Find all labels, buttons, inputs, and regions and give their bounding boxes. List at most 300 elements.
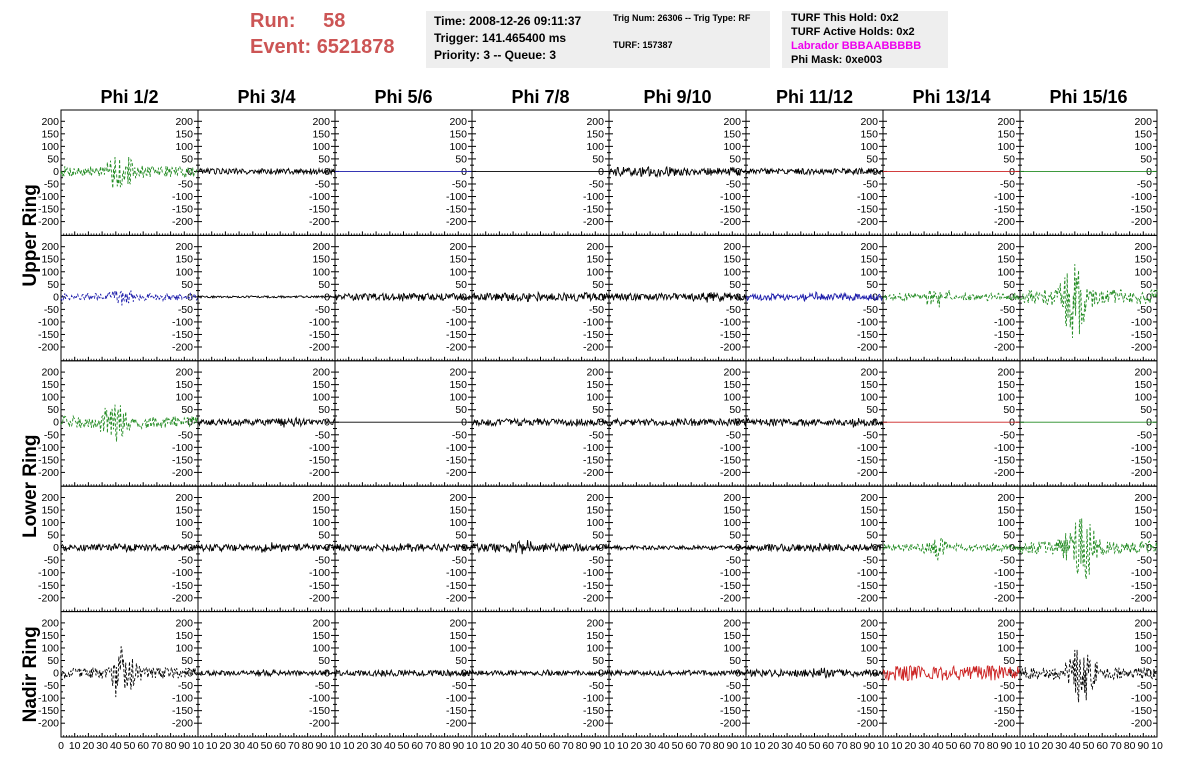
- y-tick-label: 200: [41, 241, 59, 254]
- y-tick-label: 200: [723, 115, 741, 128]
- y-tick-label: 150: [723, 629, 741, 642]
- y-tick-label: -50: [1136, 680, 1152, 693]
- y-tick-label: 0: [461, 291, 467, 304]
- x-tick-label: 10: [877, 740, 889, 752]
- y-tick-label: 200: [860, 491, 878, 504]
- y-tick-label: -150: [445, 328, 467, 341]
- x-tick-label: 50: [260, 740, 273, 752]
- y-tick-label: 200: [1134, 241, 1152, 254]
- x-tick-label: 50: [808, 740, 821, 752]
- waveform-trace: [746, 418, 883, 427]
- y-tick-label: 150: [449, 253, 467, 266]
- y-tick-label: 200: [175, 491, 193, 504]
- y-tick-label: 100: [723, 266, 741, 279]
- x-tick-label: 90: [589, 740, 602, 752]
- y-tick-label: -200: [171, 717, 193, 730]
- x-tick-label: 50: [123, 740, 136, 752]
- y-tick-label: -200: [1130, 466, 1152, 479]
- y-tick-label: 100: [449, 266, 467, 279]
- y-tick-label: -200: [719, 216, 741, 229]
- y-tick-label: 150: [312, 253, 330, 266]
- x-tick-label: 20: [493, 740, 506, 752]
- y-tick-label: 50: [455, 655, 467, 668]
- y-tick-label: -150: [445, 203, 467, 216]
- y-tick-label: -150: [308, 203, 330, 216]
- y-tick-label: -150: [856, 203, 878, 216]
- y-tick-label: 0: [461, 165, 467, 178]
- y-tick-label: 200: [997, 617, 1015, 630]
- y-tick-label: -50: [177, 303, 193, 316]
- y-tick-label: 150: [175, 128, 193, 141]
- y-tick-label: 0: [872, 542, 878, 555]
- y-tick-label: -150: [171, 705, 193, 718]
- y-tick-label: 150: [586, 629, 604, 642]
- y-tick-label: 100: [449, 140, 467, 153]
- y-tick-label: 100: [41, 517, 59, 530]
- x-tick-label: 20: [630, 740, 643, 752]
- x-tick-label: 40: [383, 740, 396, 752]
- x-tick-label: 30: [781, 740, 793, 752]
- y-tick-label: 200: [723, 491, 741, 504]
- ring-label: Nadir Ring: [20, 626, 41, 723]
- y-tick-label: -100: [308, 191, 330, 204]
- y-tick-label: 100: [723, 391, 741, 404]
- y-tick-label: -150: [37, 328, 59, 341]
- waveform-trace: [746, 542, 883, 555]
- x-tick-label: 20: [82, 740, 95, 752]
- y-tick-label: 0: [872, 667, 878, 680]
- y-tick-label: 100: [997, 266, 1015, 279]
- y-tick-label: -100: [582, 692, 604, 705]
- y-tick-label: -200: [993, 216, 1015, 229]
- x-tick-label: 10: [1027, 740, 1040, 752]
- x-tick-label: 90: [1137, 740, 1150, 752]
- y-tick-label: 50: [318, 278, 330, 291]
- x-tick-label: 30: [96, 740, 108, 752]
- y-tick-label: -150: [993, 579, 1015, 592]
- x-tick-label: 20: [356, 740, 369, 752]
- x-tick-label: 30: [644, 740, 656, 752]
- y-tick-label: -150: [856, 705, 878, 718]
- y-tick-label: -200: [993, 717, 1015, 730]
- y-tick-label: 100: [1134, 140, 1152, 153]
- x-tick-label: 70: [562, 740, 574, 752]
- y-tick-label: 0: [324, 416, 330, 429]
- y-tick-label: 50: [729, 655, 741, 668]
- x-tick-label: 90: [178, 740, 191, 752]
- y-tick-label: 200: [41, 366, 59, 379]
- y-tick-label: 150: [312, 629, 330, 642]
- y-tick-label: -50: [588, 303, 604, 316]
- waveform-trace: [472, 291, 609, 304]
- x-tick-label: 10: [1151, 740, 1163, 752]
- y-tick-label: 150: [312, 128, 330, 141]
- y-tick-label: 200: [312, 115, 330, 128]
- y-tick-label: -50: [314, 680, 330, 693]
- run-label: Run:: [250, 10, 296, 32]
- y-tick-label: -200: [856, 341, 878, 354]
- x-tick-label: 50: [671, 740, 684, 752]
- x-tick-label: 30: [370, 740, 382, 752]
- y-tick-label: -150: [308, 328, 330, 341]
- y-tick-label: 0: [1146, 542, 1152, 555]
- y-tick-label: -100: [993, 191, 1015, 204]
- x-tick-label: 40: [109, 740, 122, 752]
- y-tick-label: 50: [729, 278, 741, 291]
- y-tick-label: -50: [1136, 554, 1152, 567]
- x-tick-label: 90: [1000, 740, 1013, 752]
- y-tick-label: 100: [175, 266, 193, 279]
- y-tick-label: -50: [588, 680, 604, 693]
- y-tick-label: -200: [37, 466, 59, 479]
- y-tick-label: -100: [993, 567, 1015, 580]
- y-tick-label: 0: [735, 291, 741, 304]
- y-tick-label: 150: [860, 253, 878, 266]
- y-tick-label: 200: [41, 617, 59, 630]
- waveform-trace: [609, 167, 746, 177]
- y-tick-label: 200: [41, 115, 59, 128]
- y-tick-label: 0: [324, 165, 330, 178]
- y-tick-label: -100: [37, 692, 59, 705]
- y-tick-label: -200: [308, 592, 330, 605]
- y-tick-label: -200: [445, 717, 467, 730]
- y-tick-label: -200: [856, 466, 878, 479]
- y-tick-label: -200: [1130, 717, 1152, 730]
- y-tick-label: -150: [993, 705, 1015, 718]
- y-tick-label: 50: [592, 404, 604, 417]
- y-tick-label: 50: [866, 278, 878, 291]
- y-tick-label: 150: [586, 128, 604, 141]
- y-tick-label: 100: [586, 517, 604, 530]
- y-tick-label: 0: [324, 667, 330, 680]
- y-tick-label: -150: [445, 705, 467, 718]
- y-tick-label: 100: [997, 642, 1015, 655]
- y-tick-label: -100: [582, 316, 604, 329]
- y-tick-label: 50: [47, 529, 59, 542]
- y-tick-label: -100: [1130, 191, 1152, 204]
- y-tick-label: 0: [53, 291, 59, 304]
- y-tick-label: 0: [1146, 291, 1152, 304]
- y-tick-label: 200: [586, 115, 604, 128]
- y-tick-label: 150: [997, 629, 1015, 642]
- y-tick-label: 150: [860, 128, 878, 141]
- y-tick-label: 50: [47, 153, 59, 166]
- y-tick-label: 50: [729, 529, 741, 542]
- waveform-trace: [883, 666, 1020, 681]
- y-tick-label: -150: [856, 579, 878, 592]
- y-tick-label: -100: [1130, 316, 1152, 329]
- y-tick-label: 100: [1134, 642, 1152, 655]
- labrador-text: Labrador BBBAABBBBB: [791, 40, 922, 52]
- y-tick-label: -150: [37, 203, 59, 216]
- waveform-trace: [472, 540, 609, 554]
- y-tick-label: 0: [53, 416, 59, 429]
- y-tick-label: -100: [582, 191, 604, 204]
- y-tick-label: -50: [999, 680, 1015, 693]
- x-tick-label: 80: [575, 740, 588, 752]
- y-tick-label: -100: [308, 567, 330, 580]
- y-tick-label: 150: [175, 379, 193, 392]
- y-tick-label: -50: [177, 680, 193, 693]
- y-tick-label: 0: [598, 416, 604, 429]
- y-tick-label: 50: [592, 153, 604, 166]
- y-tick-label: -200: [582, 216, 604, 229]
- x-tick-label: 20: [1041, 740, 1054, 752]
- y-tick-label: -50: [43, 303, 59, 316]
- y-tick-label: 100: [41, 391, 59, 404]
- waveform-trace: [198, 542, 335, 555]
- y-tick-label: 150: [1134, 128, 1152, 141]
- y-tick-label: 50: [592, 655, 604, 668]
- y-tick-label: -150: [1130, 705, 1152, 718]
- x-tick-label: 50: [945, 740, 958, 752]
- x-tick-label: 10: [479, 740, 492, 752]
- y-tick-label: 200: [449, 366, 467, 379]
- y-tick-label: 50: [181, 153, 193, 166]
- y-tick-label: -200: [171, 216, 193, 229]
- y-tick-label: 150: [997, 379, 1015, 392]
- y-tick-label: -100: [308, 316, 330, 329]
- x-tick-label: 10: [466, 740, 478, 752]
- y-tick-label: -100: [1130, 692, 1152, 705]
- waveform-trace: [746, 668, 883, 679]
- y-tick-label: -150: [582, 328, 604, 341]
- y-tick-label: -50: [725, 429, 741, 442]
- y-tick-label: 100: [860, 266, 878, 279]
- y-tick-label: -50: [177, 429, 193, 442]
- priority-text: Priority: 3 -- Queue: 3: [434, 48, 557, 62]
- x-tick-label: 10: [192, 740, 204, 752]
- y-tick-label: -200: [582, 341, 604, 354]
- y-tick-label: -150: [445, 579, 467, 592]
- y-tick-label: 0: [1009, 542, 1015, 555]
- y-tick-label: -150: [582, 203, 604, 216]
- column-header: Phi 3/4: [237, 87, 296, 107]
- y-tick-label: -200: [1130, 341, 1152, 354]
- y-tick-label: -150: [1130, 328, 1152, 341]
- trig-num-text: Trig Num: 26306 -- Trig Type: RF: [613, 13, 751, 23]
- x-tick-label: 80: [1123, 740, 1136, 752]
- y-tick-label: 100: [860, 642, 878, 655]
- y-tick-label: 50: [318, 404, 330, 417]
- y-tick-label: 150: [312, 379, 330, 392]
- y-tick-label: 150: [860, 629, 878, 642]
- y-tick-label: -150: [582, 705, 604, 718]
- y-tick-label: 50: [318, 655, 330, 668]
- y-tick-label: 0: [187, 291, 193, 304]
- waveform-trace: [746, 169, 883, 175]
- y-tick-label: 50: [181, 278, 193, 291]
- y-tick-label: 0: [1009, 165, 1015, 178]
- y-tick-label: -200: [993, 341, 1015, 354]
- x-tick-label: 10: [603, 740, 615, 752]
- y-tick-label: 100: [997, 517, 1015, 530]
- y-tick-label: -150: [308, 705, 330, 718]
- y-tick-label: -100: [37, 191, 59, 204]
- event-value: 6521878: [316, 36, 395, 58]
- x-tick-label: 40: [931, 740, 944, 752]
- x-tick-label: 40: [520, 740, 533, 752]
- y-tick-label: 200: [860, 617, 878, 630]
- x-tick-label: 10: [205, 740, 218, 752]
- y-tick-label: 100: [997, 391, 1015, 404]
- y-tick-label: -100: [993, 692, 1015, 705]
- y-tick-label: 0: [324, 542, 330, 555]
- y-tick-label: 0: [735, 542, 741, 555]
- y-tick-label: 150: [1134, 379, 1152, 392]
- x-tick-label: 40: [657, 740, 670, 752]
- y-tick-label: -50: [177, 554, 193, 567]
- y-tick-label: 0: [1009, 291, 1015, 304]
- y-tick-label: 0: [872, 165, 878, 178]
- column-header: Phi 13/14: [912, 87, 991, 107]
- y-tick-label: -200: [171, 592, 193, 605]
- y-tick-label: 150: [723, 253, 741, 266]
- y-tick-label: 100: [449, 517, 467, 530]
- y-tick-label: -50: [862, 429, 878, 442]
- y-tick-label: 150: [860, 379, 878, 392]
- y-tick-label: -50: [999, 429, 1015, 442]
- y-tick-label: 150: [449, 379, 467, 392]
- y-tick-label: -50: [862, 178, 878, 191]
- turf-text: TURF: 157387: [613, 40, 673, 50]
- y-tick-label: 200: [586, 241, 604, 254]
- y-tick-label: 100: [312, 642, 330, 655]
- y-tick-label: 100: [586, 266, 604, 279]
- y-tick-label: -200: [1130, 216, 1152, 229]
- y-tick-label: 0: [872, 416, 878, 429]
- y-tick-label: 0: [187, 416, 193, 429]
- y-tick-label: 100: [997, 140, 1015, 153]
- waveform-trace: [198, 670, 335, 677]
- y-tick-label: 100: [41, 642, 59, 655]
- y-tick-label: 0: [187, 542, 193, 555]
- x-tick-label: 50: [1082, 740, 1095, 752]
- waveform-trace: [609, 292, 746, 302]
- y-tick-label: 100: [175, 140, 193, 153]
- y-tick-label: 100: [449, 642, 467, 655]
- y-tick-label: -100: [719, 316, 741, 329]
- x-tick-label: 70: [425, 740, 437, 752]
- y-tick-label: 0: [187, 165, 193, 178]
- y-tick-label: 150: [1134, 253, 1152, 266]
- x-tick-label: 70: [288, 740, 300, 752]
- y-tick-label: -50: [314, 429, 330, 442]
- y-tick-label: 50: [866, 404, 878, 417]
- y-tick-label: 50: [181, 655, 193, 668]
- y-tick-label: 150: [41, 253, 59, 266]
- x-tick-label: 80: [301, 740, 314, 752]
- x-tick-label: 40: [794, 740, 807, 752]
- y-tick-label: 150: [997, 128, 1015, 141]
- y-tick-label: -200: [37, 341, 59, 354]
- x-tick-label: 80: [164, 740, 177, 752]
- waveform-trace: [61, 542, 198, 555]
- y-tick-label: -50: [451, 554, 467, 567]
- x-tick-label: 70: [699, 740, 711, 752]
- y-tick-label: -150: [1130, 579, 1152, 592]
- y-tick-label: 150: [860, 504, 878, 517]
- y-tick-label: 0: [598, 667, 604, 680]
- y-tick-label: -200: [171, 341, 193, 354]
- x-tick-label: 20: [767, 740, 780, 752]
- y-tick-label: 150: [997, 253, 1015, 266]
- y-tick-label: 0: [735, 416, 741, 429]
- y-tick-label: 100: [449, 391, 467, 404]
- y-tick-label: 50: [1140, 404, 1152, 417]
- y-tick-label: 50: [592, 529, 604, 542]
- ring-label: Upper Ring: [20, 184, 41, 287]
- x-tick-label: 50: [534, 740, 547, 752]
- y-tick-label: 0: [735, 667, 741, 680]
- y-tick-label: -150: [719, 579, 741, 592]
- x-tick-label: 60: [822, 740, 835, 752]
- y-tick-label: -150: [993, 203, 1015, 216]
- y-tick-label: 100: [723, 517, 741, 530]
- x-tick-label: 70: [151, 740, 163, 752]
- x-tick-label: 60: [959, 740, 972, 752]
- y-tick-label: 50: [1003, 655, 1015, 668]
- x-tick-label: 70: [973, 740, 985, 752]
- y-tick-label: -150: [171, 203, 193, 216]
- waveform-trace: [335, 670, 472, 676]
- x-tick-label: 30: [1055, 740, 1067, 752]
- y-tick-label: 0: [324, 291, 330, 304]
- y-tick-label: 200: [1134, 617, 1152, 630]
- y-tick-label: -50: [999, 178, 1015, 191]
- y-tick-label: 50: [47, 278, 59, 291]
- y-tick-label: -100: [445, 567, 467, 580]
- y-tick-label: -150: [1130, 203, 1152, 216]
- y-tick-label: 100: [1134, 391, 1152, 404]
- y-tick-label: -200: [582, 717, 604, 730]
- y-tick-label: 50: [455, 278, 467, 291]
- y-tick-label: -50: [862, 680, 878, 693]
- y-tick-label: 200: [997, 115, 1015, 128]
- y-tick-label: 100: [586, 642, 604, 655]
- y-tick-label: -200: [37, 216, 59, 229]
- y-tick-label: 100: [860, 517, 878, 530]
- y-tick-label: 150: [449, 629, 467, 642]
- y-tick-label: 0: [461, 542, 467, 555]
- y-tick-label: 50: [455, 404, 467, 417]
- y-tick-label: -50: [588, 554, 604, 567]
- column-header: Phi 7/8: [511, 87, 570, 107]
- x-tick-label: 60: [1096, 740, 1109, 752]
- y-tick-label: 200: [586, 491, 604, 504]
- x-tick-label: 60: [411, 740, 424, 752]
- y-tick-label: 200: [1134, 491, 1152, 504]
- y-tick-label: -100: [719, 191, 741, 204]
- y-tick-label: -100: [445, 316, 467, 329]
- event-label: Event:: [250, 36, 312, 58]
- y-tick-label: -150: [719, 328, 741, 341]
- x-tick-label: 60: [685, 740, 698, 752]
- x-tick-label: 80: [849, 740, 862, 752]
- x-tick-label: 10: [1014, 740, 1026, 752]
- y-tick-label: -50: [43, 554, 59, 567]
- y-tick-label: 0: [1146, 165, 1152, 178]
- y-tick-label: 50: [455, 529, 467, 542]
- y-tick-label: 150: [449, 504, 467, 517]
- y-tick-label: -50: [725, 554, 741, 567]
- y-tick-label: -200: [856, 216, 878, 229]
- y-tick-label: 0: [735, 165, 741, 178]
- y-tick-label: 150: [175, 253, 193, 266]
- y-tick-label: 150: [175, 504, 193, 517]
- y-tick-label: 100: [723, 642, 741, 655]
- y-tick-label: -200: [719, 717, 741, 730]
